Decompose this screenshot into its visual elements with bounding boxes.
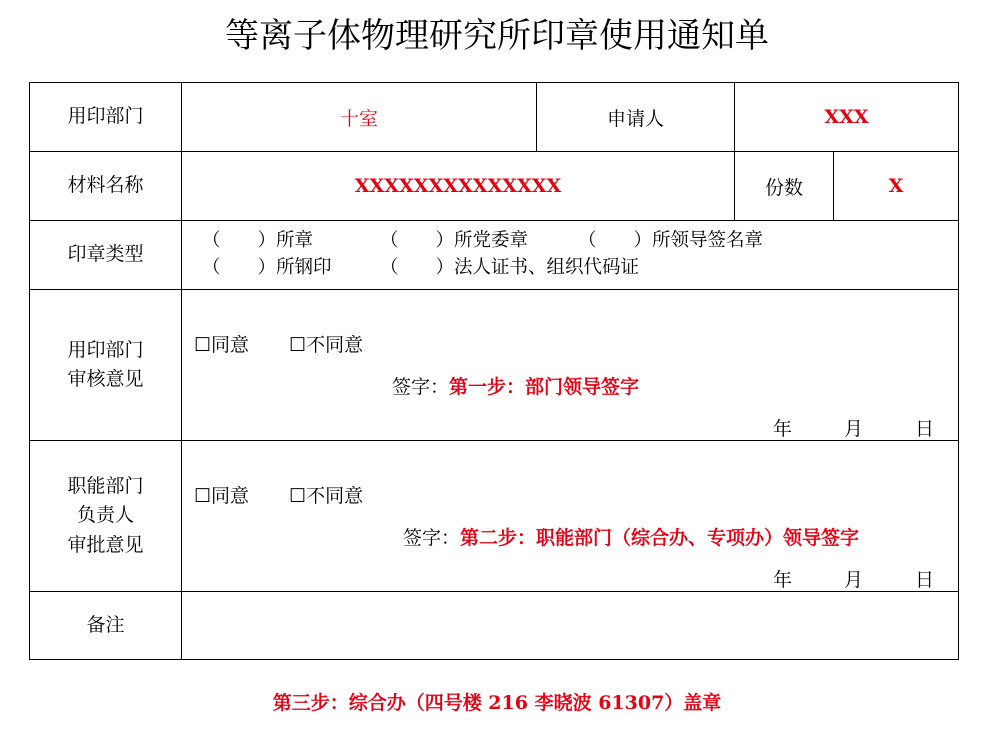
functional-review-label-line1: 职能部门 [67,474,144,497]
dept-review-label [30,290,182,441]
year-label: 年 [772,418,792,440]
material-value[interactable]: XXXXXXXXXXXXXX [182,152,735,221]
dept-review-choices [194,330,363,357]
dept-label: 用印部门 [30,83,182,152]
functional-review-choices [194,481,363,508]
day-label: 日 [915,418,935,440]
dept-review-cell [182,290,959,441]
option-institute-seal[interactable]: （ ）所章 [202,230,314,252]
seal-type-options [182,221,959,290]
step-three-note: 第三步：综合办（四号楼 216 李晓波 61307）盖章 [272,692,722,714]
functional-review-label [30,441,182,592]
applicant-label: 申请人 [537,83,735,152]
disagree-checkbox[interactable]: ☐不同意 [289,485,364,507]
functional-review-cell [182,441,959,592]
dept-review-label-line1: 用印部门 [67,338,144,361]
dept-review-label-line2: 审核意见 [67,368,144,390]
remarks-label: 备注 [30,592,182,660]
material-label: 材料名称 [30,152,182,221]
functional-review-label-line3: 审批意见 [67,533,144,556]
row-material [30,152,959,221]
seal-usage-form [29,82,959,660]
year-label: 年 [772,569,792,591]
row-functional-review [30,441,959,592]
option-steel-seal[interactable]: （ ）所钢印 [202,257,332,278]
option-leader-signature-seal[interactable]: （ ）所领导签名章 [578,230,764,252]
dept-signature [392,372,639,399]
agree-checkbox[interactable]: ☐同意 [194,334,250,356]
functional-review-date[interactable] [773,565,934,592]
dept-review-date[interactable] [773,414,934,441]
seal-options-line-2 [202,255,958,282]
month-label: 月 [843,418,863,440]
step-two-note: 第二步：职能部门（综合办、专项办）领导签字 [460,527,860,549]
applicant-value[interactable]: XXX [735,83,959,152]
agree-checkbox[interactable]: ☐同意 [194,485,250,507]
copies-label: 份数 [735,152,834,221]
dept-value[interactable]: 十室 [182,83,537,152]
form-title: 等离子体物理研究所印章使用通知单 [225,16,769,56]
disagree-checkbox[interactable]: ☐不同意 [289,334,364,356]
signature-label: 签字： [403,527,461,549]
signature-label: 签字： [392,376,450,398]
step-one-note: 第一步：部门领导签字 [449,376,640,398]
option-party-committee-seal[interactable]: （ ）所党委章 [380,230,529,252]
remarks-field[interactable] [182,592,959,660]
month-label: 月 [843,569,863,591]
seal-type-label: 印章类型 [30,221,182,290]
row-remarks [30,592,959,660]
functional-signature [403,523,859,550]
day-label: 日 [915,569,935,591]
copies-value[interactable]: X [834,152,959,221]
row-seal-type [30,221,959,290]
seal-options-line-1 [202,228,958,255]
option-legal-certificate[interactable]: （ ）法人证书、组织代码证 [380,257,640,278]
row-dept-review [30,290,959,441]
row-department [30,83,959,152]
functional-review-label-line2: 负责人 [76,504,134,527]
